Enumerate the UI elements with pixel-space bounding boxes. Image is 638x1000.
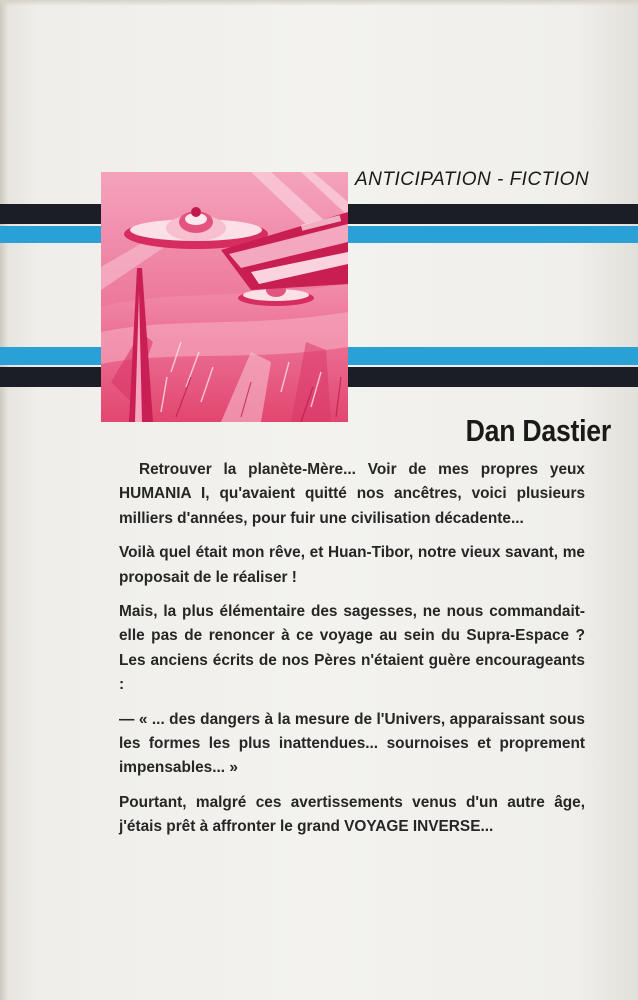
page-edge-shadow <box>0 0 8 1000</box>
blurb-paragraph: Retrouver la planète-Mère... Voir de mes propres yeux HUMANIA I, qu'avaient quitté nos ancêtres, voici plusieurs milliers d'années, pour fuir une civilisation décadente... <box>119 461 585 527</box>
blurb-paragraph: Voilà quel était mon rêve, et Huan-Tibor, notre vieux savant, me proposait de le réaliser ! <box>119 544 585 586</box>
series-label: ANTICIPATION - FICTION <box>355 169 590 190</box>
page-edge-shadow-top <box>0 0 638 6</box>
author-name: Dan Dastier <box>465 413 611 448</box>
cover-art-image <box>101 172 348 422</box>
blurb-quote: — « ... des dangers à la mesure de l'Univers, apparaissant sous les formes les plus inattendues... sournoises et proprement impensables... » <box>119 710 585 777</box>
blurb-paragraph: Pourtant, malgré ces avertissements venus d'un autre âge, j'étais prêt à affronter le grand VOYAGE INVERSE... <box>119 793 585 836</box>
blurb-text <box>119 458 585 850</box>
blurb-paragraph: Mais, la plus élémentaire des sagesses, ne nous commandait-elle pas de renoncer à ce voyage au sein du Supra-Espace ? Les anciens écrits de nos Pères n'étaient guère encourageants : <box>119 603 585 694</box>
